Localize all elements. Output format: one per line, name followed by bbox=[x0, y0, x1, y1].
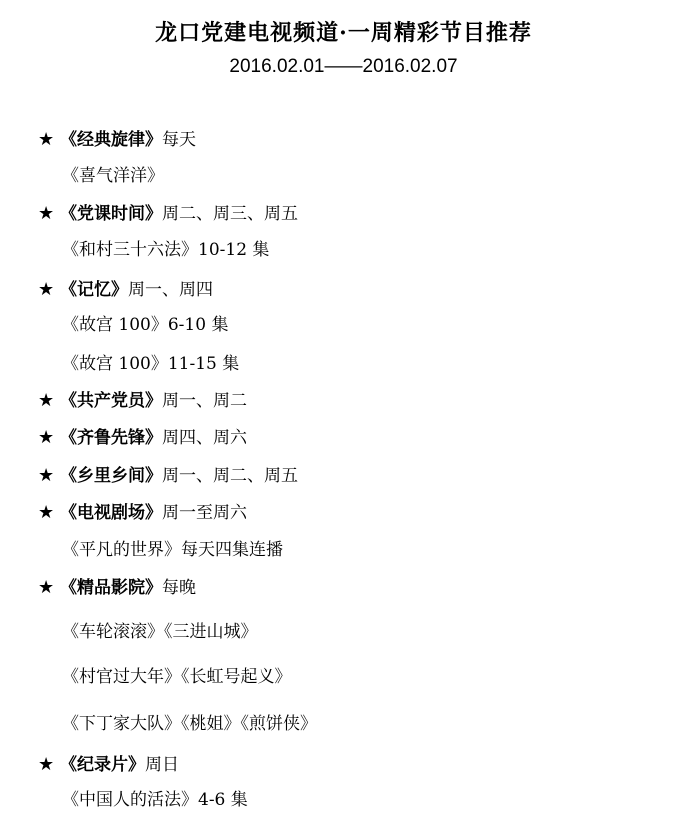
star-icon: ★ bbox=[38, 390, 55, 411]
program-title: 《乡里乡间》 bbox=[60, 466, 162, 486]
program-title: 《经典旋律》 bbox=[60, 130, 162, 150]
program-title: 《记忆》 bbox=[60, 280, 128, 300]
program-schedule-text: 周一、周二 bbox=[162, 391, 247, 411]
program-title: 《精品影院》 bbox=[60, 578, 162, 598]
page-title: 龙口党建电视频道·一周精彩节目推荐 bbox=[155, 20, 532, 46]
program-schedule-text: 周四、周六 bbox=[162, 428, 247, 448]
episode-item: 《平凡的世界》每天四集连播 bbox=[62, 540, 283, 560]
program-schedule-text: 每晚 bbox=[162, 578, 196, 598]
program-heading bbox=[60, 426, 247, 450]
star-icon: ★ bbox=[38, 203, 55, 224]
star-icon: ★ bbox=[38, 577, 55, 598]
program-schedule-text: 周日 bbox=[145, 755, 179, 775]
program-heading bbox=[60, 202, 298, 226]
episode-item: 《车轮滚滚》《三进山城》 bbox=[62, 622, 258, 642]
date-range: 2016.02.01——2016.02.07 bbox=[229, 56, 458, 77]
star-icon: ★ bbox=[38, 754, 55, 775]
program-schedule-text: 每天 bbox=[162, 130, 196, 150]
program-heading bbox=[60, 501, 247, 525]
program-heading bbox=[60, 389, 247, 413]
program-schedule-text: 周一、周四 bbox=[128, 280, 213, 300]
program-title: 《共产党员》 bbox=[60, 391, 162, 411]
program-schedule-text: 周一至周六 bbox=[162, 503, 247, 523]
program-heading bbox=[60, 128, 196, 152]
program-heading bbox=[60, 278, 213, 302]
episode-item: 《中国人的活法》4-6 集 bbox=[62, 790, 248, 810]
program-title: 《纪录片》 bbox=[60, 755, 145, 775]
episode-item: 《下丁家大队》《桃姐》《煎饼侠》 bbox=[62, 714, 317, 734]
program-heading bbox=[60, 464, 298, 488]
program-schedule-text: 周二、周三、周五 bbox=[162, 204, 298, 224]
program-heading bbox=[60, 753, 179, 777]
star-icon: ★ bbox=[38, 279, 55, 300]
episode-item: 《喜气洋洋》 bbox=[62, 166, 164, 186]
episode-item: 《和村三十六法》10-12 集 bbox=[62, 240, 270, 260]
star-icon: ★ bbox=[38, 129, 55, 150]
program-heading bbox=[60, 576, 196, 600]
program-title: 《电视剧场》 bbox=[60, 503, 162, 523]
episode-item: 《村官过大年》《长虹号起义》 bbox=[62, 667, 292, 687]
program-title: 《党课时间》 bbox=[60, 204, 162, 224]
episode-item: 《故宫 100》11-15 集 bbox=[62, 354, 240, 374]
episode-item: 《故宫 100》6-10 集 bbox=[62, 315, 229, 335]
program-title: 《齐鲁先锋》 bbox=[60, 428, 162, 448]
star-icon: ★ bbox=[38, 427, 55, 448]
star-icon: ★ bbox=[38, 465, 55, 486]
star-icon: ★ bbox=[38, 502, 55, 523]
program-schedule-text: 周一、周二、周五 bbox=[162, 466, 298, 486]
